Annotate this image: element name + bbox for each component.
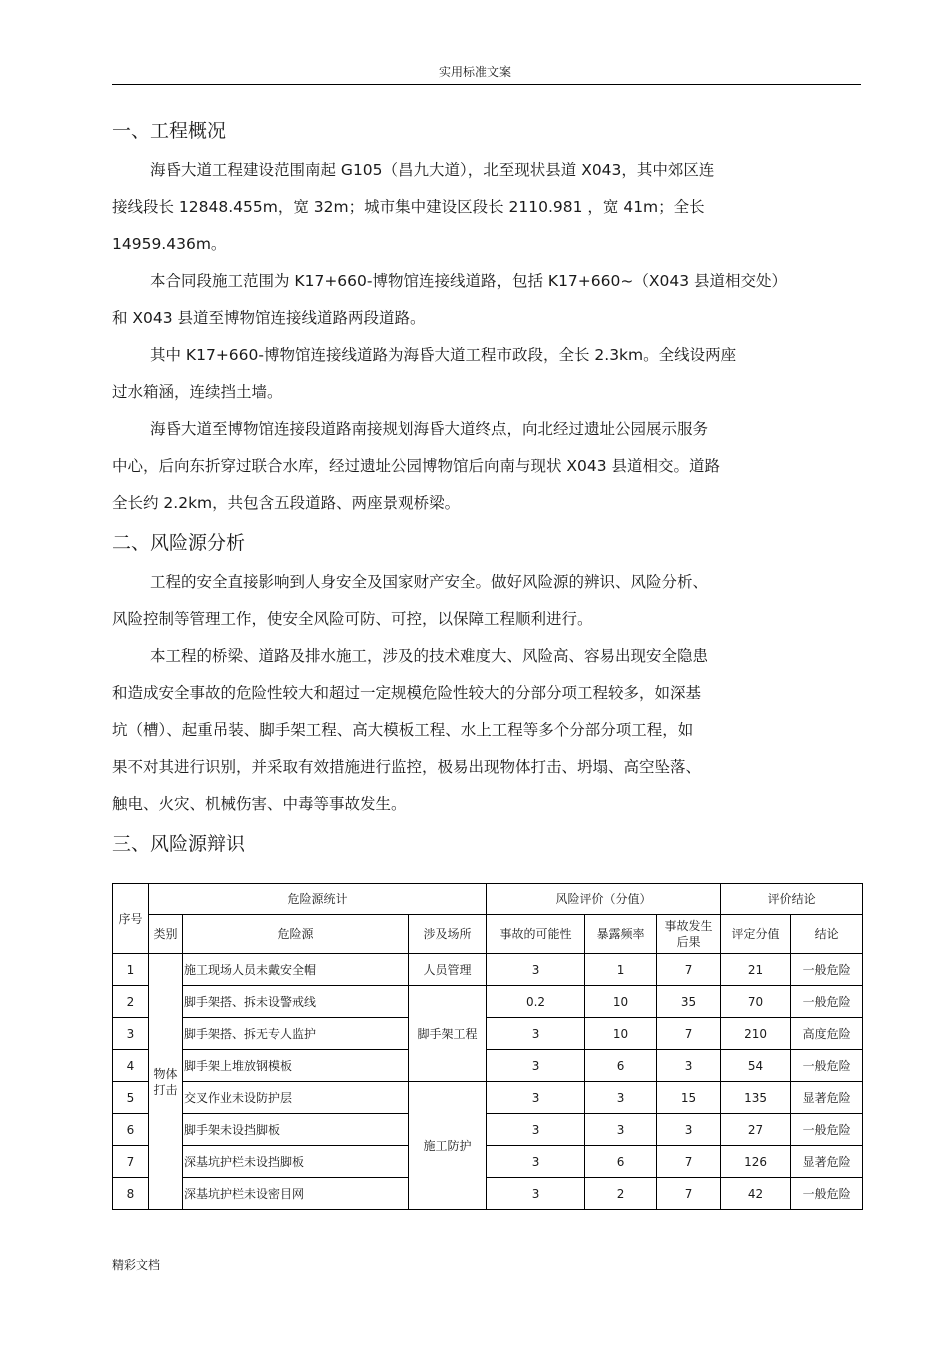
- cell-hazard: 深基坑护栏未设挡脚板: [183, 1146, 409, 1178]
- page-header: 实用标准文案: [438, 65, 511, 79]
- cell-exposure: 6: [585, 1146, 657, 1178]
- cell-likelihood: 3: [487, 1082, 585, 1114]
- table-header-row: [113, 884, 863, 915]
- cell-likelihood: 3: [487, 954, 585, 986]
- cell-exposure: 6: [585, 1050, 657, 1082]
- header-rule: [112, 84, 861, 85]
- cell-seq: 1: [113, 954, 149, 986]
- cell-result: 一般危险: [791, 1050, 863, 1082]
- text-line: 其中 K17+660-博物馆连接线道路为海昏大道工程市政段，全长 2.3km。全线设两座: [150, 346, 737, 364]
- header-seq: 序号: [113, 884, 149, 954]
- cell-score: 42: [721, 1178, 791, 1210]
- header-score: 评定分值: [721, 915, 791, 954]
- cell-result: 一般危险: [791, 1114, 863, 1146]
- table-row: [113, 1082, 863, 1114]
- table-row: [113, 1178, 863, 1210]
- cell-seq: 4: [113, 1050, 149, 1082]
- cell-hazard: 脚手架上堆放钢模板: [183, 1050, 409, 1082]
- cell-score: 126: [721, 1146, 791, 1178]
- cell-hazard: 深基坑护栏未设密目网: [183, 1178, 409, 1210]
- table-row: [113, 1146, 863, 1178]
- cell-seq: 8: [113, 1178, 149, 1210]
- text-line: 本工程的桥梁、道路及排水施工，涉及的技术难度大、风险高、容易出现安全隐患: [150, 647, 709, 665]
- cell-hazard: 脚手架搭、拆未设警戒线: [183, 986, 409, 1018]
- cell-seq: 3: [113, 1018, 149, 1050]
- cell-likelihood: 3: [487, 1146, 585, 1178]
- text-line: 中心，后向东折穿过联合水库，经过遗址公园博物馆后向南与现状 X043 县道相交。道路: [112, 457, 721, 475]
- header-result: 结论: [791, 915, 863, 954]
- text-line: 风险控制等管理工作，使安全风险可防、可控，以保障工程顺利进行。: [112, 610, 593, 628]
- cell-likelihood: 3: [487, 1018, 585, 1050]
- text-line: 工程的安全直接影响到人身安全及国家财产安全。做好风险源的辨识、风险分析、: [150, 573, 709, 591]
- paragraph: [112, 564, 864, 638]
- cell-consequence: 15: [657, 1082, 721, 1114]
- cell-location: 人员管理: [409, 954, 487, 986]
- cell-result: 一般危险: [791, 1178, 863, 1210]
- cell-exposure: 3: [585, 1082, 657, 1114]
- cell-exposure: 2: [585, 1178, 657, 1210]
- cell-seq: 2: [113, 986, 149, 1018]
- text-line: 坑（槽）、起重吊装、脚手架工程、高大模板工程、水上工程等多个分部分项工程，如: [112, 721, 694, 739]
- cell-score: 70: [721, 986, 791, 1018]
- header-location: 涉及场所: [409, 915, 487, 954]
- text-line: 全长约 2.2km，共包含五段道路、两座景观桥梁。: [112, 494, 461, 512]
- text-line: 14959.436m。: [112, 235, 227, 253]
- header-hazard-stats: 危险源统计: [149, 884, 487, 915]
- cell-consequence: 7: [657, 1146, 721, 1178]
- cell-consequence: 35: [657, 986, 721, 1018]
- section-heading-risk-identification: 三、风险源辩识: [112, 833, 246, 855]
- cell-category: 物体打击: [149, 954, 183, 1210]
- header-category: 类别: [149, 915, 183, 954]
- paragraph: [112, 263, 864, 337]
- cell-exposure: 10: [585, 1018, 657, 1050]
- cell-exposure: 3: [585, 1114, 657, 1146]
- cell-result: 高度危险: [791, 1018, 863, 1050]
- cell-likelihood: 3: [487, 1178, 585, 1210]
- cell-consequence: 3: [657, 1114, 721, 1146]
- table-header-row: [113, 915, 863, 954]
- header-risk-evaluation: 风险评价（分值）: [487, 884, 721, 915]
- text-line: 海昏大道工程建设范围南起 G105（昌九大道），北至现状县道 X043，其中郊区连: [150, 161, 715, 179]
- paragraph: [112, 152, 864, 263]
- cell-likelihood: 3: [487, 1114, 585, 1146]
- cell-exposure: 1: [585, 954, 657, 986]
- paragraph: [112, 411, 864, 522]
- cell-likelihood: 0.2: [487, 986, 585, 1018]
- text-line: 接线段长 12848.455m，宽 32m；城市集中建设区段长 2110.981 ，宽 41m；全长: [112, 198, 705, 216]
- header-likelihood: 事故的可能性: [487, 915, 585, 954]
- cell-exposure: 10: [585, 986, 657, 1018]
- cell-score: 210: [721, 1018, 791, 1050]
- text-line: 海昏大道至博物馆连接段道路南接规划海昏大道终点，向北经过遗址公园展示服务: [150, 420, 709, 438]
- table-row: [113, 1018, 863, 1050]
- header-hazard: 危险源: [183, 915, 409, 954]
- section-heading-overview: 一、工程概况: [112, 120, 227, 142]
- risk-table: [112, 883, 863, 1210]
- cell-result: 一般危险: [791, 986, 863, 1018]
- cell-score: 27: [721, 1114, 791, 1146]
- page-footer: 精彩文档: [112, 1258, 161, 1272]
- document-body: [112, 116, 864, 865]
- cell-hazard: 交叉作业未设防护层: [183, 1082, 409, 1114]
- cell-score: 54: [721, 1050, 791, 1082]
- table-row: [113, 954, 863, 986]
- text-line: 果不对其进行识别，并采取有效措施进行监控，极易出现物体打击、坍塌、高空坠落、: [112, 758, 702, 776]
- cell-consequence: 3: [657, 1050, 721, 1082]
- table-row: [113, 1114, 863, 1146]
- cell-result: 显著危险: [791, 1146, 863, 1178]
- cell-hazard: 脚手架搭、拆无专人监护: [183, 1018, 409, 1050]
- text-line: 本合同段施工范围为 K17+660-博物馆连接线道路，包括 K17+660~（X043 县道相交处）: [150, 272, 787, 290]
- text-line: 触电、火灾、机械伤害、中毒等事故发生。: [112, 795, 407, 813]
- cell-seq: 5: [113, 1082, 149, 1114]
- header-exposure: 暴露频率: [585, 915, 657, 954]
- cell-likelihood: 3: [487, 1050, 585, 1082]
- cell-consequence: 7: [657, 1018, 721, 1050]
- cell-score: 21: [721, 954, 791, 986]
- table-row: [113, 986, 863, 1018]
- cell-hazard: 脚手架未设挡脚板: [183, 1114, 409, 1146]
- text-line: 过水箱涵，连续挡土墙。: [112, 383, 283, 401]
- paragraph: [112, 337, 864, 411]
- text-line: 和 X043 县道至博物馆连接线道路两段道路。: [112, 309, 426, 327]
- cell-result: 显著危险: [791, 1082, 863, 1114]
- text-line: 和造成安全事故的危险性较大和超过一定规模危险性较大的分部分项工程较多，如深基: [112, 684, 702, 702]
- table-row: [113, 1050, 863, 1082]
- paragraph: [112, 638, 864, 823]
- section-heading-risk-analysis: 二、风险源分析: [112, 532, 246, 554]
- cell-consequence: 7: [657, 954, 721, 986]
- cell-location: 施工防护: [409, 1082, 487, 1210]
- header-consequence: 事故发生后果: [657, 915, 721, 954]
- cell-seq: 6: [113, 1114, 149, 1146]
- cell-location: 脚手架工程: [409, 986, 487, 1082]
- cell-hazard: 施工现场人员未戴安全帽: [183, 954, 409, 986]
- cell-consequence: 7: [657, 1178, 721, 1210]
- cell-seq: 7: [113, 1146, 149, 1178]
- header-conclusion: 评价结论: [721, 884, 863, 915]
- cell-score: 135: [721, 1082, 791, 1114]
- cell-result: 一般危险: [791, 954, 863, 986]
